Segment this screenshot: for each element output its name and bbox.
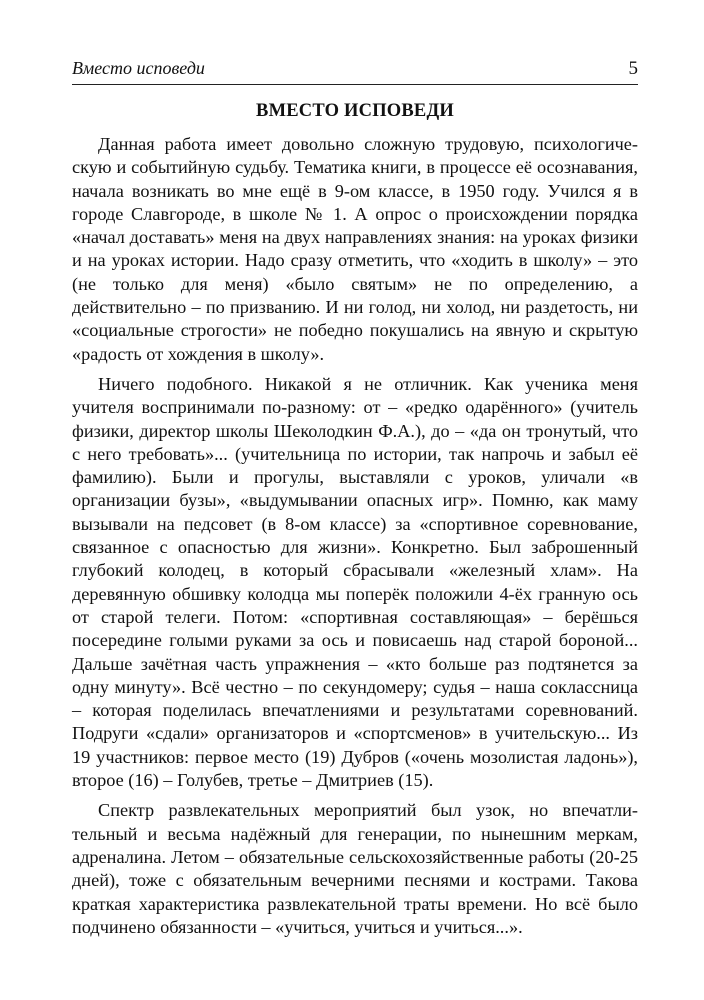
paragraph: Спектр развлекательных мероприятий был узок, но впечатлительный и весьма надёжный для генерации, по нынешним меркам, адреналина. Летом – обязательные сельскохозяйственные работы (20-25 дней), тоже с обязательным вечерними песнями и кострами. Такова краткая характеристика развлекательной траты времени. Но всё было подчинено обязанности – «учиться, учиться и учиться...». xyxy=(72,800,638,937)
paragraph: Ничего подобного. Никакой я не отличник. Как ученика меня учителя воспринимали по-разному: от – «редко одарённого» (учитель физики, директор школы Шеколодкин Ф.А.), до – «да он тронутый, что с него требовать»... (учительница по истории, так напрочь и забыл её фамилию). Были и прогулы, выставляли с уроков, уличали «в организации бузы», «выдумывании опасных игр». Помню, как маму вызывали на педсовет (в 8-ом классе) за «спортивное соревнование, связанное с опасностью для жизни». Конкретно. Был заброшенный глубокий колодец, в который сбрасывали «железный хлам». На деревянную обшивку колодца мы поперёк положили 4-ёх гранную ось от старой телеги. Потом: «спортивная составляющая» – берёшься посередине голыми руками за ось и повисаешь над старой бороной... Дальше зачётная часть упражнения – «кто больше раз подтянется за одну минуту». Всё честно – по секундомеру; судья – наша соклассница – которая поделилась впечатлениями и результатами соревнований. Подруги «сдали» организаторов и «спортсменов» в учительскую... Из 19 участников: первое место (19) Дубров («очень мозолистая ладонь»), второе (16) – Голубев, третье – Дмитриев (15). xyxy=(72,373,638,791)
book-page xyxy=(72,58,638,946)
body-text xyxy=(72,133,638,939)
page-number: 5 xyxy=(628,58,638,79)
running-header xyxy=(72,58,638,85)
chapter-title: ВМЕСТО ИСПОВЕДИ xyxy=(256,101,454,121)
running-title: Вместо исповеди xyxy=(72,58,205,78)
paragraph: Данная работа имеет довольно сложную трудовую, психологическую и событийную судьбу. Тематика книги, в процессе её осознавания, начала возникать во мне ещё в 9-ом классе, в 1950 году. Учился я в городе Славгороде, в школе № 1. А опрос о происхождении порядка «начал доставать» меня на двух направлениях знания: на уроках физики и на уроках истории. Надо сразу отметить, что «ходить в школу» – это (не только для меня) «было святым» не по определению, а действительно – по призванию. И ни голод, ни холод, ни раздетость, ни «социальные строгости» не победно покушались на явную и скрытую «радость от хождения в школу». xyxy=(72,134,638,364)
